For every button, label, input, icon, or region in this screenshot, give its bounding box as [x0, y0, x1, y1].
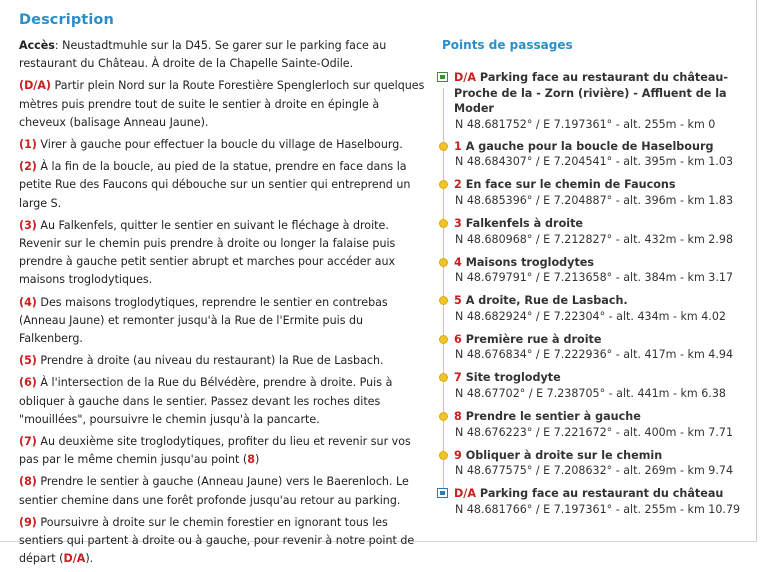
waypoint-1: [436, 139, 746, 171]
waypoint-dot-icon: [439, 142, 448, 151]
waypoint-dot-icon: [439, 180, 448, 189]
desc-step-1: [19, 136, 427, 154]
section-title: Description: [19, 12, 114, 28]
finish-flag-icon: [437, 488, 448, 498]
waypoint-name: [454, 177, 746, 193]
waypoint-name: [454, 216, 746, 232]
waypoint-4: [436, 255, 746, 287]
waypoint-number: 4: [454, 255, 462, 269]
waypoint-coordinates: N 48.679791° / E 7.213658° - alt. 384m - km 3.17: [455, 271, 734, 285]
waypoint-dot-icon: [439, 219, 448, 228]
step-marker: (1): [19, 138, 37, 152]
step-marker: (7): [19, 435, 37, 449]
waypoint-coordinates: N 48.681752° / E 7.197361° - alt. 255m - km 0: [455, 117, 716, 131]
waypoint-coordinates: N 48.67702° / E 7.238705° - alt. 441m - km 6.38: [455, 386, 726, 400]
desc-step-9: [19, 514, 427, 569]
waypoint-name: [454, 70, 746, 117]
waypoint-name: [454, 370, 746, 386]
waypoint-6: [436, 332, 746, 364]
step-marker: (5): [19, 354, 37, 368]
step-marker: (8): [19, 475, 37, 489]
desc-step-8: [19, 473, 427, 509]
waypoints-title: Points de passages: [442, 38, 573, 52]
step-marker: (2): [19, 160, 37, 174]
desc-step-4: [19, 294, 427, 349]
point-ref: 8: [247, 453, 255, 467]
desc-step-da: [19, 77, 427, 132]
step-marker: (D/A): [19, 79, 51, 93]
waypoint-2: [436, 177, 746, 209]
waypoint-coordinates: N 48.676834° / E 7.222936° - alt. 417m - km 4.94: [455, 348, 734, 362]
desc-step-2: [19, 158, 427, 213]
step-text: À l'intersection de la Rue du Bélvédère, prendre à droite. Puis à obliquer à gauche dans le sentier. Passez devant les roches dites "mouillées", poursuivre le chemin jusqu'à la pancarte.: [19, 376, 393, 426]
desc-step-3: [19, 217, 427, 290]
waypoint-coordinates: N 48.676223° / E 7.221672° - alt. 400m - km 7.71: [455, 425, 734, 439]
waypoint-dot-icon: [439, 451, 448, 460]
waypoint-coordinates: N 48.685396° / E 7.204887° - alt. 396m - km 1.83: [455, 193, 734, 207]
step-text: Partir plein Nord sur la Route Forestière Spenglerloch sur quelques mètres puis prendre tout de suite le sentier à droite en épingle à cheveux (balisage Anneau Jaune).: [19, 79, 425, 129]
waypoint-number: 9: [454, 448, 462, 462]
step-text: Virer à gauche pour effectuer la boucle du village de Haselbourg.: [36, 138, 403, 152]
desc-step-5: [19, 352, 427, 370]
point-ref: D/A: [63, 552, 86, 566]
waypoint-label: Parking face au restaurant du château- Proche de la - Zorn (rivière) - Affluent de la Moder: [454, 71, 728, 116]
waypoint-7: [436, 370, 746, 402]
step-text: Des maisons troglodytiques, reprendre le sentier en contrebas (Anneau Jaune) et remonter jusqu'à la Rue de l'Ermite puis du Falkenberg.: [19, 295, 388, 346]
waypoint-label: A droite, Rue de Lasbach.: [461, 294, 628, 308]
step-marker: (4): [19, 295, 37, 309]
waypoint-number: 5: [454, 294, 462, 308]
step-marker: (6): [19, 376, 37, 390]
desc-step-7: [19, 433, 427, 469]
waypoint-label: Obliquer à droite sur le chemin: [461, 448, 663, 462]
waypoint-dot-icon: [439, 296, 448, 305]
waypoint-label: Première rue à droite: [461, 332, 602, 346]
desc-access: [19, 37, 427, 73]
access-text: : Neustadtmuhle sur la D45. Se garer sur le parking face au restaurant du Château. À droite de la Chapelle Sainte-Odile.: [19, 39, 387, 71]
waypoint-3: [436, 216, 746, 248]
waypoint-9: [436, 448, 746, 480]
waypoint-dot-icon: [439, 373, 448, 382]
waypoint-name: [454, 486, 746, 502]
waypoint-coordinates: N 48.684307° / E 7.204541° - alt. 395m - km 1.03: [455, 155, 734, 169]
waypoint-name: [454, 293, 746, 309]
waypoint-label: Parking face au restaurant du château: [476, 487, 724, 501]
waypoint-start: [436, 70, 746, 133]
waypoint-label: A gauche pour la boucle de Haselbourg: [461, 139, 714, 153]
step-text-end: ).: [85, 552, 94, 566]
waypoint-dot-icon: [439, 335, 448, 344]
step-text: Au Falkenfels, quitter le sentier en suivant le fléchage à droite. Revenir sur le chemin puis prendre à droite ou longer la falaise puis prendre à gauche petit sentier abrupt et marches pour accéder aux maisons troglodytiques.: [19, 218, 396, 287]
waypoint-name: [454, 139, 746, 155]
waypoint-coordinates: N 48.681766° / E 7.197361° - alt. 255m - km 10.79: [455, 502, 741, 516]
waypoint-label: Falkenfels à droite: [461, 216, 584, 230]
step-text: Au deuxième site troglodytiques, profiter du lieu et revenir sur vos pas par le même chemin jusqu'au point (: [19, 435, 411, 467]
waypoint-number: 2: [454, 178, 462, 192]
waypoint-name: [454, 255, 746, 271]
waypoint-label: Site troglodyte: [461, 371, 561, 385]
waypoint-coordinates: N 48.677575° / E 7.208632° - alt. 269m - km 9.74: [455, 464, 734, 478]
waypoint-coordinates: N 48.680968° / E 7.212827° - alt. 432m - km 2.98: [455, 232, 734, 246]
step-text: Prendre le sentier à gauche (Anneau Jaune) vers le Baerenloch. Le sentier chemine dans une forêt profonde jusqu'au retour au parking.: [19, 475, 409, 507]
waypoints-list: [436, 70, 746, 518]
waypoint-coordinates: N 48.682924° / E 7.22304° - alt. 434m - km 4.02: [455, 309, 726, 323]
waypoint-number: 7: [454, 371, 462, 385]
waypoint-name: [454, 409, 746, 425]
waypoint-number: D/A: [454, 71, 477, 84]
waypoint-number: 1: [454, 139, 462, 153]
waypoint-end: [436, 486, 746, 518]
step-marker: (3): [19, 218, 37, 232]
waypoint-number: 3: [454, 216, 462, 230]
step-text: Prendre à droite (au niveau du restaurant) la Rue de Lasbach.: [36, 354, 384, 368]
description-text: [19, 37, 427, 572]
waypoint-dot-icon: [439, 258, 448, 267]
desc-step-6: [19, 374, 427, 429]
waypoint-5: [436, 293, 746, 325]
waypoint-name: [454, 448, 746, 464]
waypoint-number: D/A: [454, 487, 477, 501]
access-label: Accès: [19, 39, 55, 52]
step-marker: (9): [19, 515, 37, 529]
waypoint-label: Prendre le sentier à gauche: [461, 409, 641, 423]
step-text: Poursuivre à droite sur le chemin forestier en ignorant tous les sentiers qui partent à droite ou à gauche, pour revenir à notre point de départ (: [19, 515, 415, 566]
waypoint-number: 8: [454, 409, 462, 423]
waypoint-name: [454, 332, 746, 348]
start-flag-icon: [437, 72, 448, 82]
step-text: À la fin de la boucle, au pied de la statue, prendre en face dans la petite Rue des Faucons qui débouche sur un sentier qui entreprend un large S.: [19, 160, 411, 210]
waypoint-label: En face sur le chemin de Faucons: [461, 178, 676, 192]
waypoint-number: 6: [454, 332, 462, 346]
waypoint-dot-icon: [439, 412, 448, 421]
waypoint-label: Maisons troglodytes: [461, 255, 595, 269]
step-text-end: ): [254, 453, 260, 467]
waypoint-8: [436, 409, 746, 441]
